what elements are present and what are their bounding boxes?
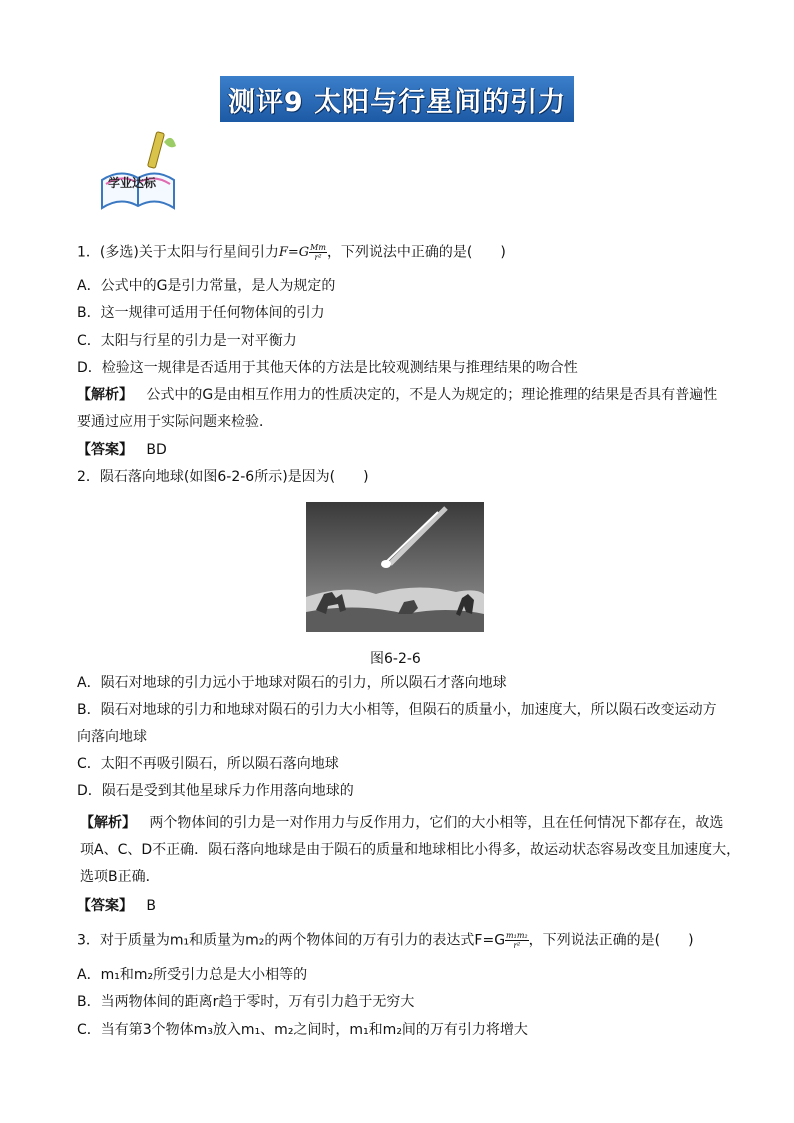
page-title-banner [220, 76, 574, 122]
q1-option-a: A．公式中的G是引力常量，是人为规定的 [77, 278, 336, 294]
q1-option-b: B．这一规律可适用于任何物体间的引力 [77, 305, 325, 321]
meteorite-figure [306, 502, 484, 632]
q3-option-b: B．当两物体间的距离r趋于零时，万有引力趋于无穷大 [77, 994, 415, 1010]
q3-option-a: A．m₁和m₂所受引力总是大小相等的 [77, 967, 308, 983]
q3-stem: 3．对于质量为m₁和质量为m₂的两个物体间的万有引力的表达式F=G $\frac{\text{m₁m₂}}{\text{r²}}$ ，下列说法正确的是( ) [77, 931, 694, 950]
q1-answer: 【答案】 BD [77, 442, 167, 458]
q1-option-d: D．检验这一规律是否适用于其他天体的方法是比较观测结果与推理结果的吻合性 [77, 360, 578, 376]
figure-caption: 图6-2-6 [370, 651, 421, 667]
q3-formula: $\frac{\text{m₁m₂}}{\text{r²}}$ [506, 931, 528, 950]
q2-analysis-cont2: 选项B正确． [80, 869, 160, 885]
section-badge-label: 学业达标 [108, 176, 157, 190]
q1-formula: F=G $\frac{Mm}{\text{r²}}$ [278, 243, 326, 262]
q2-option-a: A．陨石对地球的引力远小于地球对陨石的引力，所以陨石才落向地球 [77, 675, 507, 691]
q1-option-c: C．太阳与行星的引力是一对平衡力 [77, 333, 297, 349]
q2-option-c: C．太阳不再吸引陨石，所以陨石落向地球 [77, 756, 339, 772]
q2-answer: 【答案】 B [77, 898, 156, 914]
page-title: 测评9 太阳与行星间的引力 [227, 86, 567, 118]
q2-stem: 2．陨石落向地球(如图6-2-6所示)是因为( ) [77, 469, 369, 485]
q1-stem: 1．(多选)关于太阳与行星间引力F=G $\frac{Mm}{\text{r²}}$ ，下列说法中正确的是( ) [77, 243, 506, 262]
q1-analysis-cont: 要通过应用于实际问题来检验． [77, 414, 273, 430]
q2-option-b-cont: 向落向地球 [77, 729, 147, 745]
q2-option-b: B．陨石对地球的引力和地球对陨石的引力大小相等，但陨石的质量小，加速度大，所以陨石改变运动方 [77, 702, 717, 718]
q3-option-c: C．当有第3个物体m₃放入m₁、m₂之间时，m₁和m₂间的万有引力将增大 [77, 1022, 528, 1038]
q2-analysis-cont1: 项A、C、D不正确．陨石落向地球是由于陨石的质量和地球相比小得多，故运动状态容易改变且加速度大， [80, 842, 741, 858]
q2-option-d: D．陨石是受到其他星球斥力作用落向地球的 [77, 783, 354, 799]
q2-analysis: 【解析】 两个物体间的引力是一对作用力与反作用力，它们的大小相等，且在任何情况下都存在，故选 [80, 815, 724, 831]
book-pen-icon [92, 128, 184, 216]
q1-analysis: 【解析】 公式中的G是由相互作用力的性质决定的，不是人为规定的；理论推理的结果是否具有普遍性 [77, 387, 718, 403]
